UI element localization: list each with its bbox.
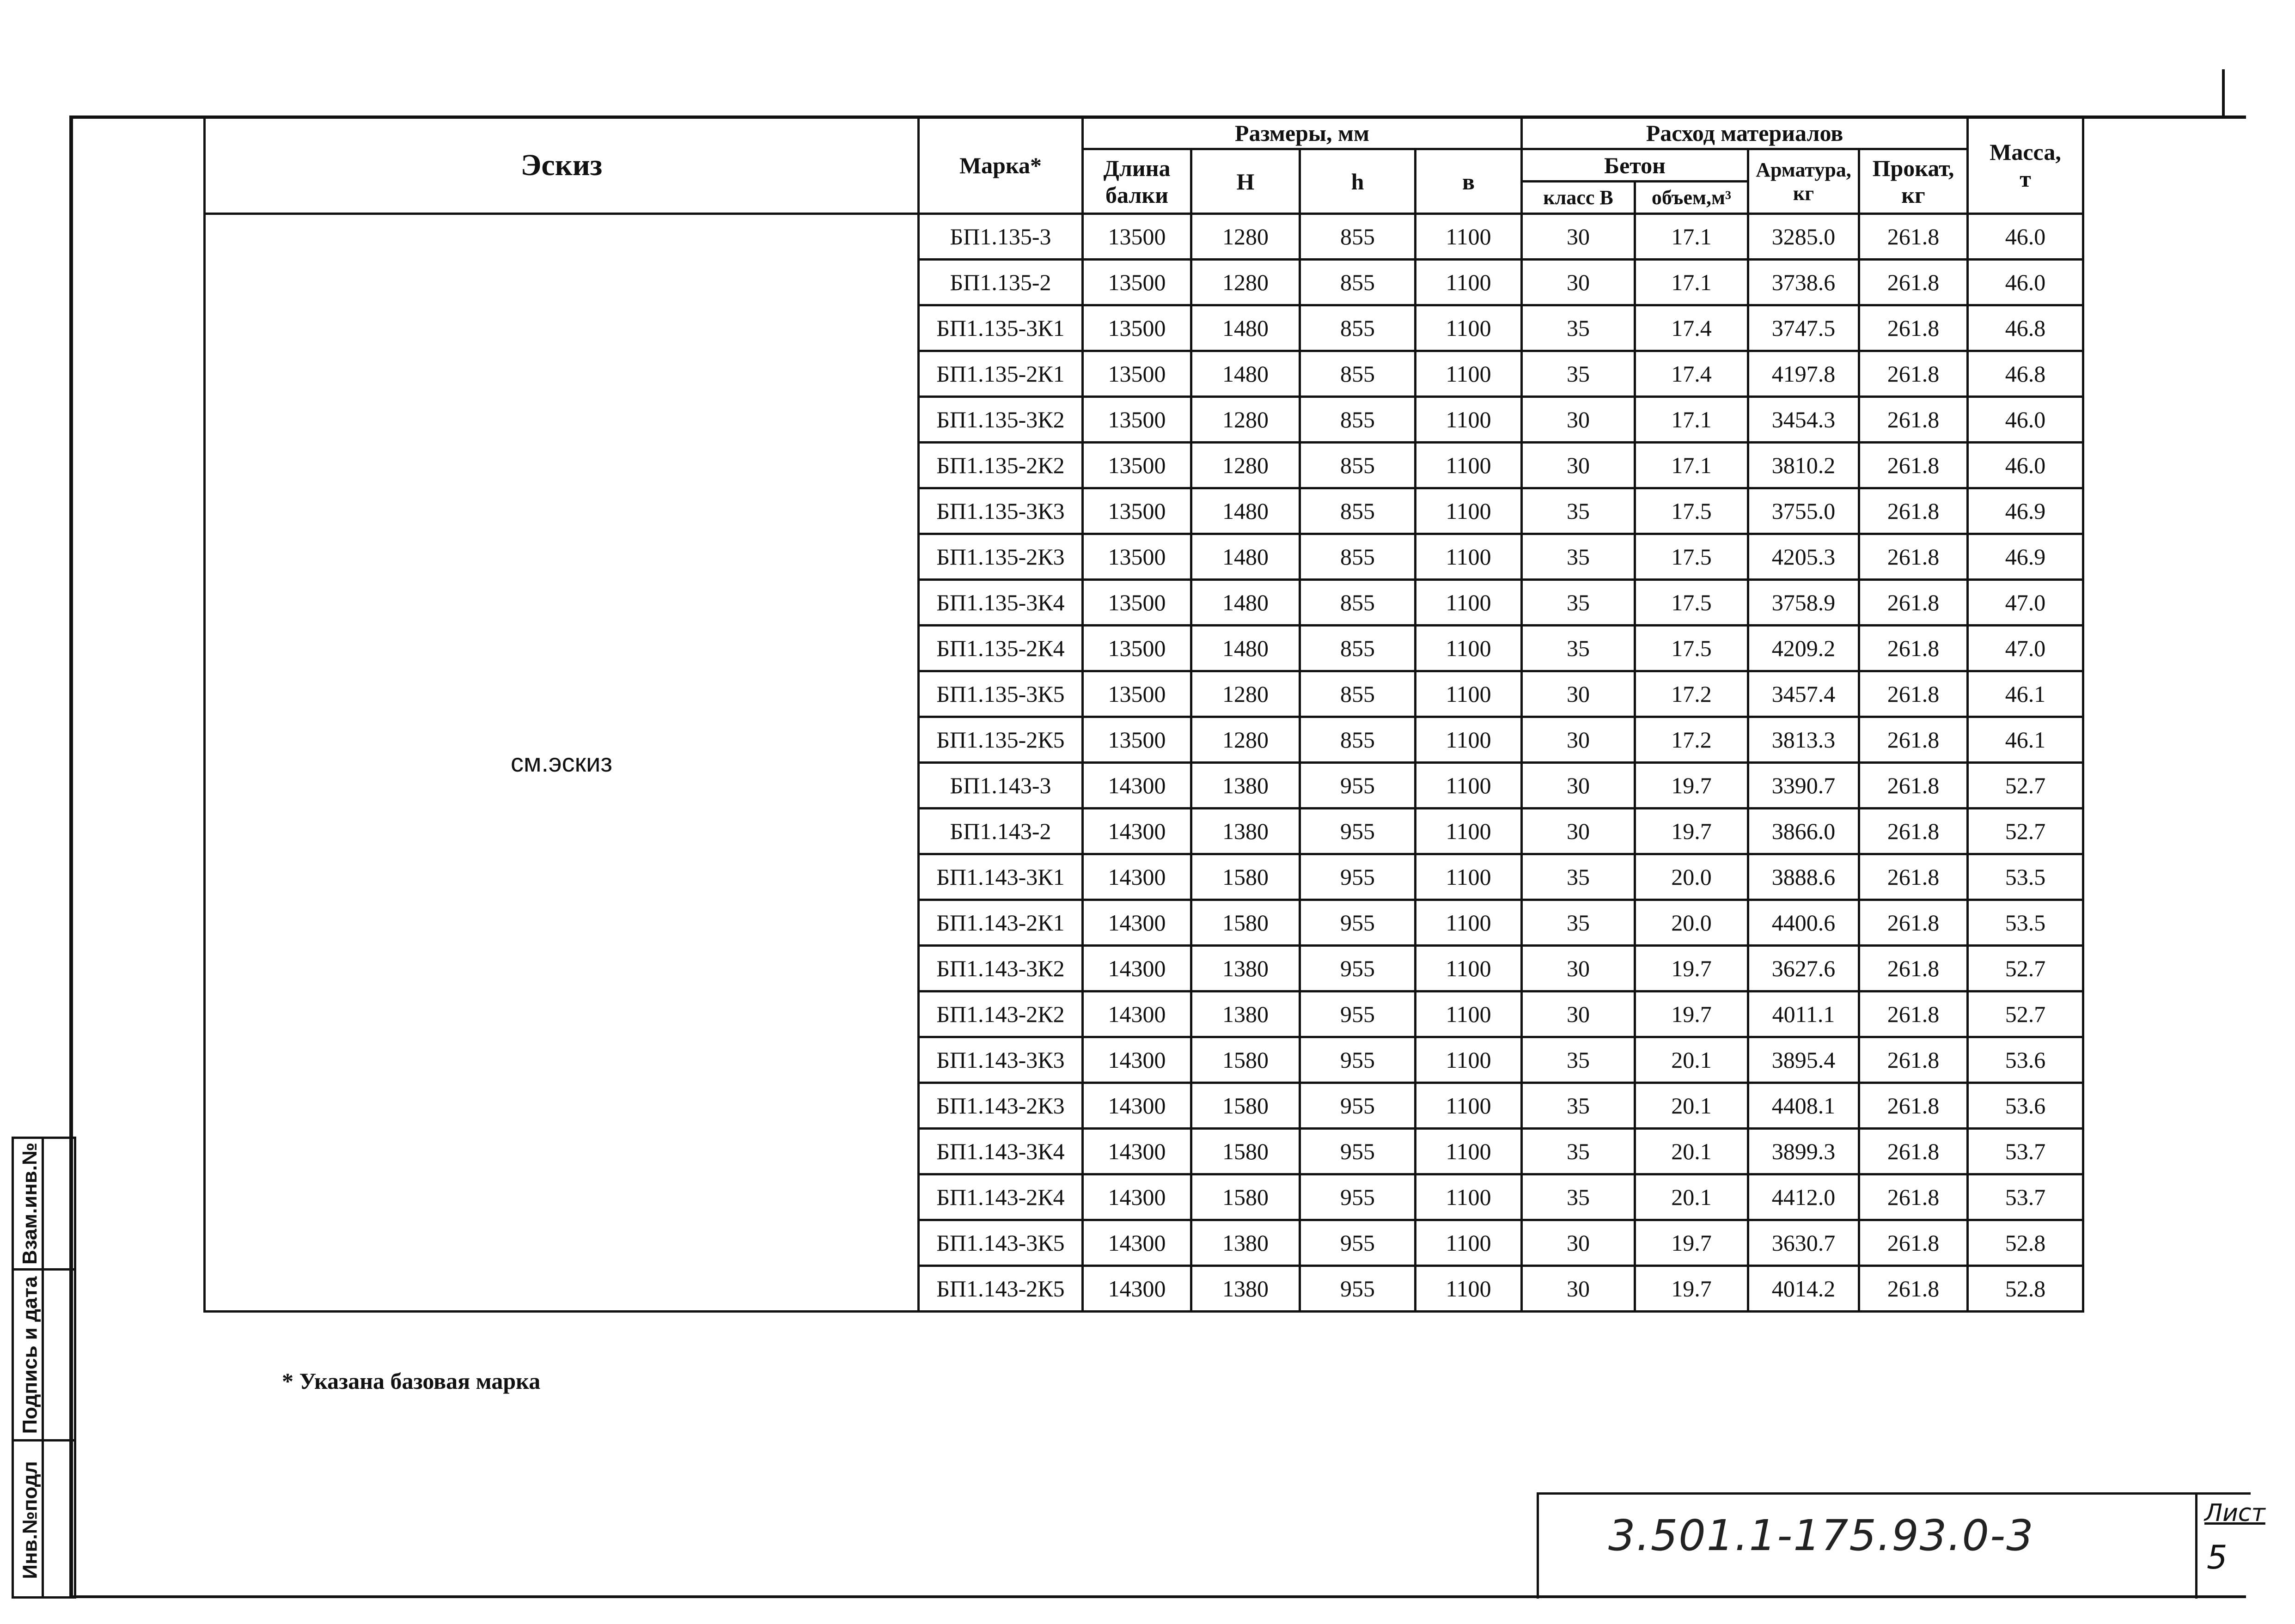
cell-length: 14300 bbox=[1083, 900, 1191, 946]
header-concrete-volume: объем,м³ bbox=[1635, 182, 1748, 214]
cell-b: 1100 bbox=[1416, 534, 1522, 580]
cell-H: 1380 bbox=[1191, 946, 1300, 991]
header-beam-length bbox=[1083, 149, 1191, 214]
cell-vol: 20.1 bbox=[1635, 1037, 1748, 1083]
cell-h: 955 bbox=[1300, 946, 1416, 991]
cell-b: 1100 bbox=[1416, 946, 1522, 991]
cell-h: 855 bbox=[1300, 580, 1416, 626]
stamp-inv-original: Инв.№подл bbox=[18, 1461, 42, 1579]
cell-b: 1100 bbox=[1416, 1037, 1522, 1083]
cell-rolled: 261.8 bbox=[1859, 1220, 1968, 1266]
cell-rolled: 261.8 bbox=[1859, 900, 1968, 946]
cell-h: 855 bbox=[1300, 260, 1416, 305]
approval-stamp bbox=[12, 1137, 76, 1599]
cell-h: 955 bbox=[1300, 1220, 1416, 1266]
cell-b: 1100 bbox=[1416, 1220, 1522, 1266]
cell-H: 1580 bbox=[1191, 1129, 1300, 1174]
cell-length: 14300 bbox=[1083, 1174, 1191, 1220]
cell-vol: 17.2 bbox=[1635, 671, 1748, 717]
cell-mass: 46.8 bbox=[1968, 305, 2083, 351]
cell-length: 13500 bbox=[1083, 351, 1191, 397]
cell-rebar: 4400.6 bbox=[1748, 900, 1859, 946]
cell-rolled: 261.8 bbox=[1859, 580, 1968, 626]
cell-rebar: 3630.7 bbox=[1748, 1220, 1859, 1266]
cell-mass: 52.7 bbox=[1968, 763, 2083, 809]
cell-vol: 17.4 bbox=[1635, 351, 1748, 397]
cell-rebar: 3454.3 bbox=[1748, 397, 1859, 443]
cell-mark: БП1.143-2К5 bbox=[919, 1266, 1083, 1312]
cell-b: 1100 bbox=[1416, 351, 1522, 397]
cell-rolled: 261.8 bbox=[1859, 1129, 1968, 1174]
cell-h: 855 bbox=[1300, 351, 1416, 397]
cell-H: 1280 bbox=[1191, 214, 1300, 260]
cell-b: 1100 bbox=[1416, 1174, 1522, 1220]
cell-rolled: 261.8 bbox=[1859, 671, 1968, 717]
cell-b: 1100 bbox=[1416, 214, 1522, 260]
cell-rebar: 3888.6 bbox=[1748, 854, 1859, 900]
cell-rebar: 3457.4 bbox=[1748, 671, 1859, 717]
cell-cls: 30 bbox=[1522, 214, 1635, 260]
cell-cls: 30 bbox=[1522, 260, 1635, 305]
header-concrete: Бетон bbox=[1522, 149, 1748, 182]
cell-mark: БП1.135-2К1 bbox=[919, 351, 1083, 397]
cell-rebar: 4205.3 bbox=[1748, 534, 1859, 580]
cell-rebar: 3866.0 bbox=[1748, 809, 1859, 854]
cell-rebar: 4408.1 bbox=[1748, 1083, 1859, 1129]
cell-h: 855 bbox=[1300, 534, 1416, 580]
cell-h: 855 bbox=[1300, 488, 1416, 534]
cell-mass: 53.7 bbox=[1968, 1129, 2083, 1174]
header-rebar bbox=[1748, 149, 1859, 214]
cell-rolled: 261.8 bbox=[1859, 991, 1968, 1037]
cell-H: 1480 bbox=[1191, 580, 1300, 626]
cell-vol: 17.1 bbox=[1635, 214, 1748, 260]
footnote: * Указана базовая марка bbox=[282, 1368, 541, 1394]
sketch-cell: см.эскиз bbox=[205, 214, 919, 1312]
cell-H: 1580 bbox=[1191, 1083, 1300, 1129]
cell-mark: БП1.143-3К5 bbox=[919, 1220, 1083, 1266]
cell-h: 855 bbox=[1300, 671, 1416, 717]
cell-vol: 20.0 bbox=[1635, 854, 1748, 900]
cell-vol: 17.1 bbox=[1635, 443, 1748, 488]
cell-vol: 17.1 bbox=[1635, 397, 1748, 443]
cell-mass: 46.0 bbox=[1968, 214, 2083, 260]
cell-cls: 35 bbox=[1522, 351, 1635, 397]
cell-H: 1580 bbox=[1191, 1174, 1300, 1220]
header-sketch: Эскиз bbox=[205, 117, 919, 214]
header-beam-length-line1: Длина bbox=[1103, 155, 1171, 181]
cell-length: 13500 bbox=[1083, 443, 1191, 488]
cell-h: 955 bbox=[1300, 1083, 1416, 1129]
cell-mass: 47.0 bbox=[1968, 580, 2083, 626]
cell-length: 13500 bbox=[1083, 626, 1191, 671]
cell-mass: 52.8 bbox=[1968, 1266, 2083, 1312]
cell-b: 1100 bbox=[1416, 580, 1522, 626]
cell-cls: 35 bbox=[1522, 1174, 1635, 1220]
cell-vol: 17.5 bbox=[1635, 580, 1748, 626]
cell-vol: 19.7 bbox=[1635, 946, 1748, 991]
cell-length: 14300 bbox=[1083, 946, 1191, 991]
cell-mass: 46.0 bbox=[1968, 443, 2083, 488]
cell-h: 955 bbox=[1300, 991, 1416, 1037]
cell-rolled: 261.8 bbox=[1859, 854, 1968, 900]
cell-mark: БП1.135-2К2 bbox=[919, 443, 1083, 488]
cell-vol: 19.7 bbox=[1635, 1266, 1748, 1312]
cell-mark: БП1.143-3К1 bbox=[919, 854, 1083, 900]
cell-H: 1380 bbox=[1191, 991, 1300, 1037]
cell-length: 14300 bbox=[1083, 809, 1191, 854]
cell-length: 13500 bbox=[1083, 397, 1191, 443]
cell-rebar: 3810.2 bbox=[1748, 443, 1859, 488]
sheet-label: Лист bbox=[2204, 1499, 2265, 1527]
cell-rebar: 4209.2 bbox=[1748, 626, 1859, 671]
header-concrete-class: класс В bbox=[1522, 182, 1635, 214]
cell-mark: БП1.143-3 bbox=[919, 763, 1083, 809]
cell-H: 1380 bbox=[1191, 763, 1300, 809]
cell-H: 1480 bbox=[1191, 626, 1300, 671]
cell-mass: 46.8 bbox=[1968, 351, 2083, 397]
cell-rolled: 261.8 bbox=[1859, 1266, 1968, 1312]
cell-H: 1380 bbox=[1191, 1266, 1300, 1312]
cell-rolled: 261.8 bbox=[1859, 809, 1968, 854]
cell-rolled: 261.8 bbox=[1859, 351, 1968, 397]
cell-rebar: 4197.8 bbox=[1748, 351, 1859, 397]
cell-H: 1580 bbox=[1191, 1037, 1300, 1083]
cell-H: 1580 bbox=[1191, 900, 1300, 946]
frame-right-tick bbox=[2222, 69, 2225, 116]
cell-cls: 35 bbox=[1522, 1083, 1635, 1129]
cell-b: 1100 bbox=[1416, 717, 1522, 763]
cell-H: 1280 bbox=[1191, 443, 1300, 488]
header-rebar-line1: Арматура, bbox=[1756, 158, 1851, 181]
cell-mass: 52.7 bbox=[1968, 809, 2083, 854]
cell-cls: 35 bbox=[1522, 488, 1635, 534]
cell-rolled: 261.8 bbox=[1859, 626, 1968, 671]
cell-cls: 35 bbox=[1522, 1129, 1635, 1174]
cell-b: 1100 bbox=[1416, 488, 1522, 534]
cell-mass: 46.1 bbox=[1968, 671, 2083, 717]
header-b: в bbox=[1416, 149, 1522, 214]
cell-rolled: 261.8 bbox=[1859, 260, 1968, 305]
cell-rolled: 261.8 bbox=[1859, 397, 1968, 443]
cell-rolled: 261.8 bbox=[1859, 763, 1968, 809]
cell-H: 1480 bbox=[1191, 534, 1300, 580]
cell-H: 1480 bbox=[1191, 351, 1300, 397]
cell-rebar: 3899.3 bbox=[1748, 1129, 1859, 1174]
sheet-number: 5 bbox=[2207, 1539, 2228, 1576]
cell-H: 1280 bbox=[1191, 260, 1300, 305]
cell-rolled: 261.8 bbox=[1859, 1174, 1968, 1220]
cell-mass: 46.9 bbox=[1968, 534, 2083, 580]
cell-length: 13500 bbox=[1083, 580, 1191, 626]
cell-mark: БП1.135-3К1 bbox=[919, 305, 1083, 351]
cell-mark: БП1.135-3К2 bbox=[919, 397, 1083, 443]
cell-length: 14300 bbox=[1083, 1037, 1191, 1083]
cell-cls: 30 bbox=[1522, 809, 1635, 854]
cell-length: 13500 bbox=[1083, 214, 1191, 260]
cell-H: 1280 bbox=[1191, 671, 1300, 717]
cell-h: 955 bbox=[1300, 1129, 1416, 1174]
cell-mark: БП1.135-2К3 bbox=[919, 534, 1083, 580]
cell-vol: 20.1 bbox=[1635, 1174, 1748, 1220]
cell-rebar: 3747.5 bbox=[1748, 305, 1859, 351]
cell-mark: БП1.135-2 bbox=[919, 260, 1083, 305]
cell-mass: 47.0 bbox=[1968, 626, 2083, 671]
cell-mark: БП1.143-2К1 bbox=[919, 900, 1083, 946]
cell-cls: 30 bbox=[1522, 397, 1635, 443]
cell-b: 1100 bbox=[1416, 671, 1522, 717]
cell-cls: 30 bbox=[1522, 443, 1635, 488]
cell-mark: БП1.135-3К3 bbox=[919, 488, 1083, 534]
cell-h: 955 bbox=[1300, 854, 1416, 900]
cell-cls: 30 bbox=[1522, 717, 1635, 763]
cell-rolled: 261.8 bbox=[1859, 1037, 1968, 1083]
cell-b: 1100 bbox=[1416, 991, 1522, 1037]
cell-mass: 53.5 bbox=[1968, 900, 2083, 946]
cell-vol: 19.7 bbox=[1635, 991, 1748, 1037]
cell-b: 1100 bbox=[1416, 900, 1522, 946]
cell-mark: БП1.143-2К4 bbox=[919, 1174, 1083, 1220]
cell-length: 14300 bbox=[1083, 763, 1191, 809]
cell-vol: 17.5 bbox=[1635, 626, 1748, 671]
cell-b: 1100 bbox=[1416, 763, 1522, 809]
cell-mark: БП1.143-3К4 bbox=[919, 1129, 1083, 1174]
cell-vol: 17.5 bbox=[1635, 534, 1748, 580]
cell-length: 13500 bbox=[1083, 260, 1191, 305]
cell-b: 1100 bbox=[1416, 443, 1522, 488]
cell-length: 14300 bbox=[1083, 1266, 1191, 1312]
cell-H: 1480 bbox=[1191, 305, 1300, 351]
cell-rebar: 3738.6 bbox=[1748, 260, 1859, 305]
cell-H: 1380 bbox=[1191, 809, 1300, 854]
header-mass bbox=[1968, 117, 2083, 214]
cell-cls: 30 bbox=[1522, 991, 1635, 1037]
cell-mass: 53.7 bbox=[1968, 1174, 2083, 1220]
cell-H: 1280 bbox=[1191, 397, 1300, 443]
cell-mark: БП1.143-2К2 bbox=[919, 991, 1083, 1037]
cell-length: 14300 bbox=[1083, 991, 1191, 1037]
cell-rebar: 3813.3 bbox=[1748, 717, 1859, 763]
cell-vol: 19.7 bbox=[1635, 1220, 1748, 1266]
cell-h: 855 bbox=[1300, 717, 1416, 763]
stamp-signature-date: Подпись и дата bbox=[18, 1276, 42, 1434]
cell-mass: 46.0 bbox=[1968, 260, 2083, 305]
cell-h: 855 bbox=[1300, 305, 1416, 351]
cell-rolled: 261.8 bbox=[1859, 946, 1968, 991]
cell-b: 1100 bbox=[1416, 1129, 1522, 1174]
cell-h: 855 bbox=[1300, 397, 1416, 443]
cell-mass: 53.5 bbox=[1968, 854, 2083, 900]
cell-H: 1380 bbox=[1191, 1220, 1300, 1266]
header-mass-line1: Масса, bbox=[1990, 139, 2061, 165]
cell-mark: БП1.143-2К3 bbox=[919, 1083, 1083, 1129]
cell-b: 1100 bbox=[1416, 854, 1522, 900]
cell-cls: 30 bbox=[1522, 1266, 1635, 1312]
header-rolled bbox=[1859, 149, 1968, 214]
cell-rolled: 261.8 bbox=[1859, 305, 1968, 351]
cell-mass: 53.6 bbox=[1968, 1037, 2083, 1083]
cell-b: 1100 bbox=[1416, 1083, 1522, 1129]
cell-mark: БП1.135-3 bbox=[919, 214, 1083, 260]
cell-b: 1100 bbox=[1416, 305, 1522, 351]
cell-b: 1100 bbox=[1416, 1266, 1522, 1312]
cell-rebar: 4014.2 bbox=[1748, 1266, 1859, 1312]
cell-rebar: 3390.7 bbox=[1748, 763, 1859, 809]
cell-b: 1100 bbox=[1416, 809, 1522, 854]
cell-mark: БП1.135-3К5 bbox=[919, 671, 1083, 717]
table-row bbox=[205, 214, 2083, 260]
header-mass-line2: т bbox=[2020, 165, 2031, 192]
cell-length: 13500 bbox=[1083, 488, 1191, 534]
header-rebar-line2: кг bbox=[1793, 182, 1814, 205]
cell-rolled: 261.8 bbox=[1859, 534, 1968, 580]
cell-rolled: 261.8 bbox=[1859, 717, 1968, 763]
cell-rebar: 4011.1 bbox=[1748, 991, 1859, 1037]
cell-cls: 35 bbox=[1522, 626, 1635, 671]
cell-cls: 35 bbox=[1522, 534, 1635, 580]
cell-mass: 52.8 bbox=[1968, 1220, 2083, 1266]
cell-h: 855 bbox=[1300, 443, 1416, 488]
beam-spec-table bbox=[203, 116, 2084, 1313]
cell-h: 955 bbox=[1300, 900, 1416, 946]
cell-cls: 35 bbox=[1522, 1037, 1635, 1083]
header-rolled-line2: кг bbox=[1901, 182, 1925, 208]
cell-b: 1100 bbox=[1416, 626, 1522, 671]
cell-length: 14300 bbox=[1083, 1083, 1191, 1129]
header-beam-length-line2: балки bbox=[1105, 182, 1169, 208]
cell-h: 955 bbox=[1300, 1174, 1416, 1220]
cell-h: 955 bbox=[1300, 763, 1416, 809]
header-dimensions: Размеры, мм bbox=[1083, 117, 1522, 149]
cell-rebar: 3755.0 bbox=[1748, 488, 1859, 534]
cell-length: 13500 bbox=[1083, 717, 1191, 763]
cell-mass: 53.6 bbox=[1968, 1083, 2083, 1129]
cell-mark: БП1.135-3К4 bbox=[919, 580, 1083, 626]
cell-h: 955 bbox=[1300, 809, 1416, 854]
cell-rebar: 3627.6 bbox=[1748, 946, 1859, 991]
cell-cls: 30 bbox=[1522, 1220, 1635, 1266]
cell-cls: 35 bbox=[1522, 854, 1635, 900]
cell-mass: 46.1 bbox=[1968, 717, 2083, 763]
cell-rebar: 3758.9 bbox=[1748, 580, 1859, 626]
cell-mass: 52.7 bbox=[1968, 991, 2083, 1037]
cell-mark: БП1.135-2К4 bbox=[919, 626, 1083, 671]
cell-vol: 17.4 bbox=[1635, 305, 1748, 351]
cell-vol: 19.7 bbox=[1635, 809, 1748, 854]
header-materials: Расход материалов bbox=[1522, 117, 1968, 149]
header-H: Н bbox=[1191, 149, 1300, 214]
cell-vol: 17.1 bbox=[1635, 260, 1748, 305]
cell-mark: БП1.143-3К2 bbox=[919, 946, 1083, 991]
cell-mark: БП1.135-2К5 bbox=[919, 717, 1083, 763]
header-h: h bbox=[1300, 149, 1416, 214]
cell-vol: 20.0 bbox=[1635, 900, 1748, 946]
cell-cls: 30 bbox=[1522, 763, 1635, 809]
cell-cls: 35 bbox=[1522, 305, 1635, 351]
cell-vol: 17.5 bbox=[1635, 488, 1748, 534]
cell-cls: 35 bbox=[1522, 900, 1635, 946]
cell-length: 14300 bbox=[1083, 1220, 1191, 1266]
cell-H: 1480 bbox=[1191, 488, 1300, 534]
table-body bbox=[205, 214, 2083, 1312]
cell-rolled: 261.8 bbox=[1859, 1083, 1968, 1129]
cell-length: 13500 bbox=[1083, 534, 1191, 580]
cell-cls: 30 bbox=[1522, 946, 1635, 991]
cell-rolled: 261.8 bbox=[1859, 214, 1968, 260]
cell-vol: 20.1 bbox=[1635, 1083, 1748, 1129]
cell-mass: 46.9 bbox=[1968, 488, 2083, 534]
cell-length: 13500 bbox=[1083, 305, 1191, 351]
stamp-replacement-inv: Взам.инв.№ bbox=[18, 1142, 42, 1265]
cell-h: 855 bbox=[1300, 214, 1416, 260]
cell-h: 955 bbox=[1300, 1037, 1416, 1083]
cell-b: 1100 bbox=[1416, 260, 1522, 305]
header-mark: Марка* bbox=[919, 117, 1083, 214]
cell-mark: БП1.143-3К3 bbox=[919, 1037, 1083, 1083]
cell-rebar: 3895.4 bbox=[1748, 1037, 1859, 1083]
cell-rebar: 3285.0 bbox=[1748, 214, 1859, 260]
cell-H: 1580 bbox=[1191, 854, 1300, 900]
cell-rolled: 261.8 bbox=[1859, 488, 1968, 534]
cell-h: 855 bbox=[1300, 626, 1416, 671]
cell-cls: 35 bbox=[1522, 580, 1635, 626]
cell-h: 955 bbox=[1300, 1266, 1416, 1312]
cell-cls: 30 bbox=[1522, 671, 1635, 717]
cell-vol: 20.1 bbox=[1635, 1129, 1748, 1174]
cell-vol: 19.7 bbox=[1635, 763, 1748, 809]
cell-mark: БП1.143-2 bbox=[919, 809, 1083, 854]
cell-rebar: 4412.0 bbox=[1748, 1174, 1859, 1220]
cell-length: 13500 bbox=[1083, 671, 1191, 717]
cell-mass: 52.7 bbox=[1968, 946, 2083, 991]
header-rolled-line1: Прокат, bbox=[1872, 155, 1954, 181]
cell-length: 14300 bbox=[1083, 1129, 1191, 1174]
cell-length: 14300 bbox=[1083, 854, 1191, 900]
cell-H: 1280 bbox=[1191, 717, 1300, 763]
document-code: 3.501.1-175.93.0-3 bbox=[1608, 1511, 2034, 1560]
cell-b: 1100 bbox=[1416, 397, 1522, 443]
cell-rolled: 261.8 bbox=[1859, 443, 1968, 488]
cell-vol: 17.2 bbox=[1635, 717, 1748, 763]
cell-mass: 46.0 bbox=[1968, 397, 2083, 443]
